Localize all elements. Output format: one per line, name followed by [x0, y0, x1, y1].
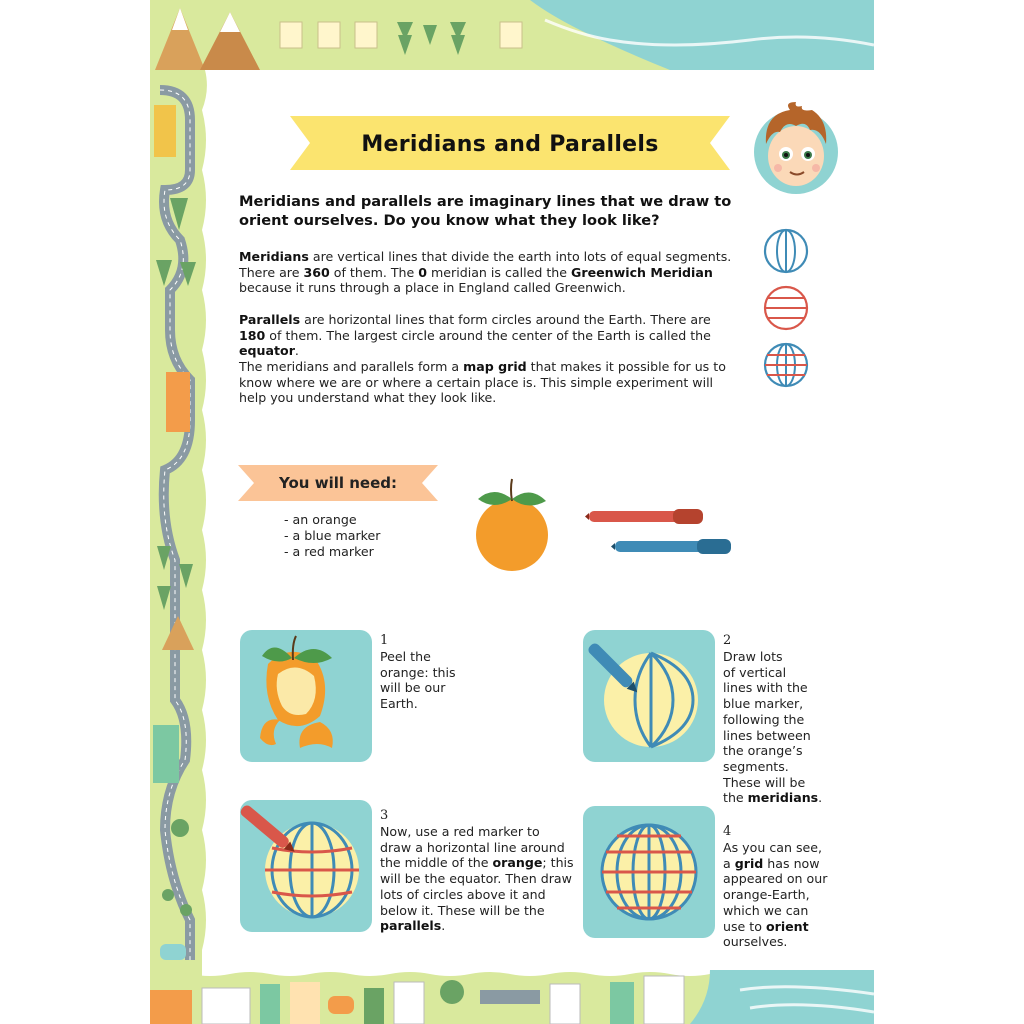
page — [150, 0, 874, 1024]
emphasis-text: grid — [734, 855, 764, 871]
left-border-illustration — [150, 0, 210, 1024]
text-run: will be the equator. Then draw — [380, 871, 572, 887]
text-run: . — [294, 343, 299, 358]
text-run: that makes it possible for us to know where we are or where a certain place is. This simple experiment will help you understand what they look like. — [239, 359, 726, 405]
text-line — [380, 649, 456, 665]
text-run: . — [818, 790, 823, 806]
emphasis-text: Parallels — [239, 312, 301, 327]
text-line — [723, 934, 827, 950]
emphasis-text: Meridians — [239, 249, 309, 264]
text-run: which we can — [723, 902, 809, 918]
intro-text: Meridians and parallels are imaginary lines that we draw to orient ourselves. Do you know what they look like? — [239, 193, 732, 229]
text-line — [380, 680, 456, 696]
text-run: lots of circles above it and — [380, 886, 546, 902]
text-line — [723, 680, 822, 696]
text-line — [723, 887, 827, 903]
step-1-text — [380, 649, 456, 712]
emphasis-text: meridians — [747, 790, 819, 806]
text-line — [723, 743, 822, 759]
boy-avatar — [750, 100, 842, 196]
text-run: of them. The — [329, 264, 419, 280]
text-run: the middle of the — [380, 855, 493, 871]
text-line — [723, 712, 822, 728]
parallels-paragraph — [239, 312, 739, 359]
text-run: the — [723, 790, 748, 806]
emphasis-text: orange — [492, 855, 543, 871]
emphasis-text: Greenwich Meridian — [571, 264, 713, 280]
text-run: ourselves. — [723, 934, 788, 950]
text-run: of them. The largest circle around the center of the Earth is called the — [265, 327, 711, 343]
parallel-globe-icon — [762, 284, 810, 332]
text-line — [380, 887, 574, 903]
text-run: are horizontal lines that form circles around the Earth. There are — [300, 312, 711, 327]
text-line — [380, 824, 574, 840]
text-run: segments. — [723, 758, 789, 774]
emphasis-text: 0 — [418, 264, 428, 280]
text-line — [380, 871, 574, 887]
text-run: a — [723, 855, 735, 871]
text-run: meridian is called the — [427, 264, 572, 280]
step-1-number: 1 — [380, 633, 389, 648]
text-line — [723, 919, 827, 935]
step-1-illustration — [240, 630, 372, 762]
text-run: the orange’s — [723, 743, 803, 759]
step-2-text — [723, 649, 822, 806]
text-run: has now — [763, 855, 820, 871]
text-run: orange: this — [380, 664, 456, 680]
text-line — [380, 665, 456, 681]
text-run: use to — [723, 918, 766, 934]
text-run: Earth. — [380, 696, 418, 712]
text-line — [380, 855, 574, 871]
step-2-number: 2 — [723, 633, 732, 648]
text-run: These will be — [723, 774, 806, 790]
text-line — [723, 856, 827, 872]
meridians-paragraph — [239, 249, 739, 296]
text-run: lines between — [723, 727, 811, 743]
text-run: orange-Earth, — [723, 887, 810, 903]
text-run: Peel the — [380, 649, 431, 664]
text-line — [723, 871, 827, 887]
text-line — [723, 840, 827, 856]
text-run: ; this — [542, 855, 574, 871]
bottom-border-illustration — [150, 970, 874, 1024]
markers-illustration — [585, 505, 735, 560]
text-line — [380, 918, 574, 934]
text-line — [723, 728, 822, 744]
orange-illustration — [472, 475, 552, 575]
text-line — [723, 696, 822, 712]
text-line — [380, 696, 456, 712]
top-border-illustration — [150, 0, 874, 70]
step-2-illustration — [583, 630, 715, 762]
step-4-illustration — [583, 806, 715, 938]
text-run: blue marker, — [723, 696, 804, 712]
grid-globe-icon — [762, 341, 810, 389]
text-run: draw a horizontal line around — [380, 839, 565, 855]
text-run: As you can see, — [723, 840, 823, 855]
emphasis-text: orient — [765, 918, 809, 934]
text-line — [380, 840, 574, 856]
text-run: will be our — [380, 680, 446, 696]
needs-item: - an orange — [284, 512, 357, 527]
text-run: because it runs through a place in England called Greenwich. — [239, 280, 626, 295]
page-title: Meridians and Parallels — [361, 131, 659, 157]
meridian-globe-icon — [762, 227, 810, 275]
step-3-text — [380, 824, 574, 934]
emphasis-text: parallels — [380, 918, 442, 934]
text-line — [723, 649, 822, 665]
text-run: Draw lots — [723, 649, 783, 664]
text-run: The meridians and parallels form a — [239, 359, 464, 374]
emphasis-text: 180 — [239, 327, 266, 343]
text-line — [723, 665, 822, 681]
needs-item: - a blue marker — [284, 528, 381, 543]
step-4-text — [723, 840, 827, 950]
text-run: . — [441, 918, 446, 934]
needs-list — [284, 512, 380, 560]
emphasis-text: map grid — [463, 359, 527, 374]
text-line — [723, 775, 822, 791]
step-4-number: 4 — [723, 824, 732, 839]
emphasis-text: 360 — [303, 264, 330, 280]
text-run: appeared on our — [723, 871, 828, 887]
map-grid-paragraph — [239, 359, 739, 406]
text-run: below it. These will be the — [380, 902, 545, 918]
step-3-illustration — [240, 800, 372, 932]
needs-title: You will need: — [279, 474, 397, 492]
text-run: lines with the — [723, 680, 808, 696]
text-run: are vertical lines that divide the earth into lots of equal segments. There are — [239, 249, 732, 280]
text-line — [723, 903, 827, 919]
emphasis-text: equator — [239, 343, 295, 358]
needs-item: - a red marker — [284, 544, 374, 559]
text-line — [723, 790, 822, 806]
text-run: following the — [723, 711, 805, 727]
text-run: Now, use a red marker to — [380, 824, 540, 839]
text-run: of vertical — [723, 664, 787, 680]
step-3-number: 3 — [380, 808, 389, 823]
text-line — [723, 759, 822, 775]
text-line — [380, 903, 574, 919]
